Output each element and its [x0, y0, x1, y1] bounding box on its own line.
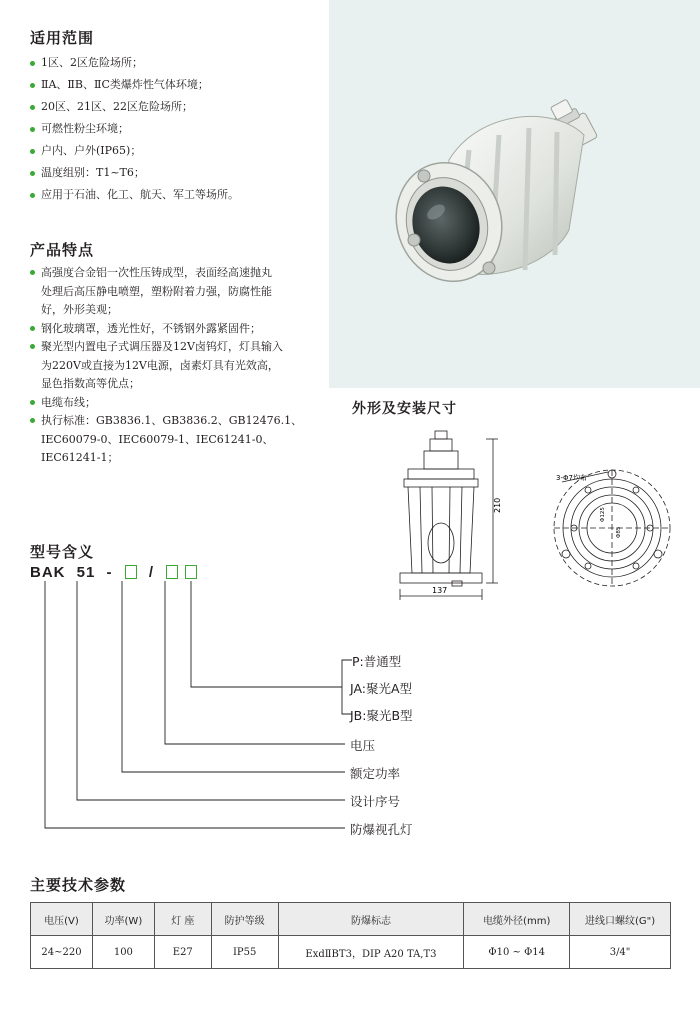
- feature-line: 高强度合金铝一次性压铸成型，表面经高速抛丸: [41, 266, 272, 279]
- list-item: 温度组别：T1~T6；: [30, 162, 239, 184]
- header-ex-mark: 防爆标志: [278, 903, 464, 936]
- feature-line: 聚光型内置电子式调压器及12V卤钨灯，灯具输入: [41, 340, 283, 353]
- feature-line: IEC60079-0、IEC60079-1、IEC61241-0、: [41, 432, 274, 446]
- list-item: 可燃性粉尘环境；: [30, 118, 239, 140]
- hole-label: 3-Φ7均布: [556, 474, 587, 482]
- cell-ex-mark: ExdⅡBT3，DIP A20 TA,T3: [278, 936, 464, 969]
- specs-table: [30, 902, 671, 969]
- feature-line: 为220V或直接为12V电源，卤素灯具有光效高，: [41, 358, 279, 372]
- code-slash: /: [148, 564, 155, 581]
- feature-line: IEC61241-1；: [41, 451, 119, 464]
- list-item: 户内、户外(IP65)；: [30, 140, 239, 162]
- header-cable-diameter: 电缆外径(mm): [464, 903, 570, 936]
- cell-cable-diameter: Φ10 ~ Φ14: [464, 936, 570, 969]
- features-title: 产品特点: [30, 241, 95, 259]
- legend-type-ja: JA:聚光A型: [350, 681, 413, 696]
- legend-power: 额定功率: [350, 766, 401, 781]
- feature-line: 处理后高压静电喷塑，塑粉附着力强，防腐性能: [41, 284, 272, 298]
- cell-power: 100: [92, 936, 154, 969]
- table-row: [31, 936, 671, 969]
- cell-voltage: 24~220: [31, 936, 93, 969]
- cell-socket: E27: [154, 936, 211, 969]
- specs-title: 主要技术参数: [30, 876, 127, 894]
- code-dash: -: [106, 564, 113, 581]
- legend-voltage: 电压: [350, 738, 376, 753]
- feature-line: 电缆布线；: [41, 395, 96, 409]
- legend-type-p: P:普通型: [352, 654, 402, 669]
- legend-product-name: 防爆视孔灯: [350, 822, 413, 837]
- inner-label-1: Φ125: [600, 507, 606, 522]
- width-label: 137: [432, 586, 448, 595]
- header-socket: 灯 座: [154, 903, 211, 936]
- header-protection: 防护等级: [211, 903, 278, 936]
- inner-label-2: Φ85: [616, 526, 622, 538]
- legend-design-number: 设计序号: [350, 794, 401, 809]
- list-item: ⅡA、ⅡB、ⅡC类爆炸性气体环境；: [30, 74, 239, 96]
- cell-thread: 3/4": [570, 936, 671, 969]
- list-item: 应用于石油、化工、航天、军工等场所。: [30, 184, 239, 206]
- height-label: 210: [493, 497, 502, 513]
- header-voltage: 电压(V): [31, 903, 93, 936]
- code-prefix: BAK: [30, 564, 66, 581]
- feature-line: 显色指数高等优点；: [41, 377, 140, 390]
- legend-type-jb: JB:聚光B型: [350, 708, 413, 723]
- header-thread: 进线口螺纹(G"): [570, 903, 671, 936]
- model-title: 型号含义: [30, 543, 95, 561]
- cell-protection: IP55: [211, 936, 278, 969]
- list-item: 20区、21区、22区危险场所；: [30, 96, 239, 118]
- code-number: 51: [76, 564, 96, 581]
- feature-line: 执行标准：GB3836.1、GB3836.2、GB12476.1、: [41, 414, 303, 427]
- list-item: 1区、2区危险场所；: [30, 52, 239, 74]
- feature-line: 好，外形美观；: [41, 303, 118, 316]
- table-header-row: [31, 903, 671, 936]
- feature-line: 钢化玻璃罩，透光性好，不锈钢外露紧固件；: [41, 321, 261, 335]
- header-power: 功率(W): [92, 903, 154, 936]
- dimensions-title: 外形及安装尺寸: [352, 401, 457, 417]
- scope-title: 适用范围: [30, 29, 95, 47]
